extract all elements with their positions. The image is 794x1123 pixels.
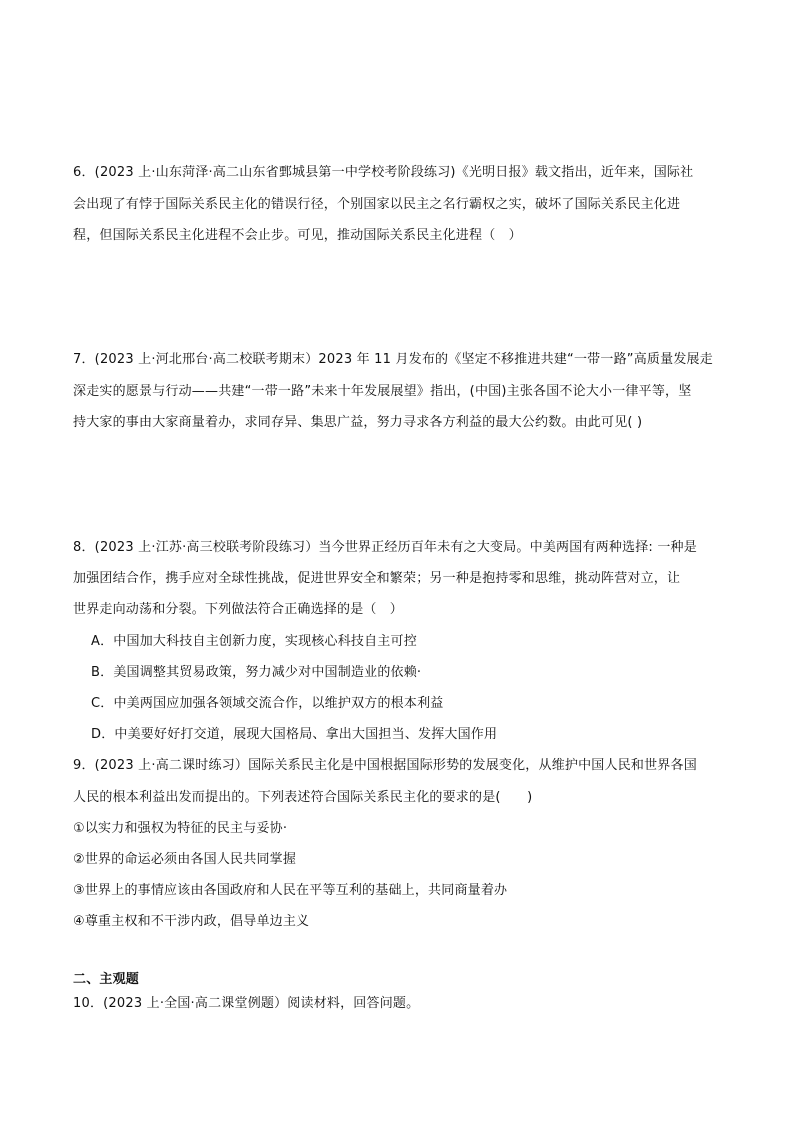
q8-stem-line-1: 8．(2023 上·江苏·高三校联考阶段练习）当今世界正经历百年未有之大变局。中美两国有两种选择: 一种是 bbox=[73, 540, 697, 555]
q8-stem-line-3: 世界走向动荡和分裂。下列做法符合正确选择的是（ ） bbox=[73, 602, 404, 617]
q9-stem-line-2: 人民的根本利益出发而提出的。下列表述符合国际关系民主化的要求的是( ) bbox=[73, 790, 533, 805]
q8-choice-a: A．中国加大科技自主创新力度，实现核心科技自主可控 bbox=[91, 634, 417, 649]
q8-choice-c: C．中美两国应加强各领域交流合作，以维护双方的根本利益 bbox=[91, 696, 444, 711]
q6-stem-line-3: 程，但国际关系民主化进程不会止步。可见，推动国际关系民主化进程（ ） bbox=[73, 228, 522, 243]
q7-stem-line-2: 深走实的愿景与行动——共建“一带一路”未来十年发展展望》指出，(中国)主张各国不论大小一律平等，坚 bbox=[73, 384, 692, 399]
q8-choice-b: B．美国调整其贸易政策，努力减少对中国制造业的依赖· bbox=[91, 665, 422, 680]
q8-stem-line-2: 加强团结合作，携手应对全球性挑战，促进世界安全和繁荣；另一种是抱持零和思维，挑动阵营对立，让 bbox=[73, 571, 681, 586]
q9-statement-2: ②世界的命运必须由各国人民共同掌握 bbox=[73, 852, 297, 867]
q9-statement-1: ①以实力和强权为特征的民主与妥协· bbox=[73, 821, 288, 836]
section-heading-subjective: 二、主观题 bbox=[73, 972, 140, 987]
q7-stem-line-1: 7．(2023 上·河北邢台·高二校联考期末）2023 年 11 月发布的《坚定不移推进共建“一带一路”高质量发展走 bbox=[73, 352, 713, 367]
q10-stem: 10．(2023 上·全国·高二课堂例题）阅读材料，回答问题。 bbox=[73, 996, 420, 1011]
q7-stem-line-3: 持大家的事由大家商量着办，求同存异、集思广益，努力寻求各方利益的最大公约数。由此可见( ) bbox=[73, 415, 643, 430]
q9-statement-4: ④尊重主权和不干涉内政，倡导单边主义 bbox=[73, 914, 310, 929]
q6-stem-line-1: 6．(2023 上·山东菏泽·高二山东省鄄城县第一中学校考阶段练习)《光明日报》载文指出，近年来，国际社 bbox=[73, 165, 694, 180]
q9-statement-3: ③世界上的事情应该由各国政府和人民在平等互利的基础上，共同商量着办 bbox=[73, 883, 508, 898]
q8-choice-d: D．中美要好好打交道，展现大国格局、拿出大国担当、发挥大国作用 bbox=[91, 727, 498, 742]
q9-stem-line-1: 9．(2023 上·高二课时练习）国际关系民主化是中国根据国际形势的发展变化，从维护中国人民和世界各国 bbox=[73, 758, 697, 773]
q6-stem-line-2: 会出现了有悖于国际关系民主化的错误行径，个别国家以民主之名行霸权之实，破坏了国际关系民主化进 bbox=[73, 197, 681, 212]
